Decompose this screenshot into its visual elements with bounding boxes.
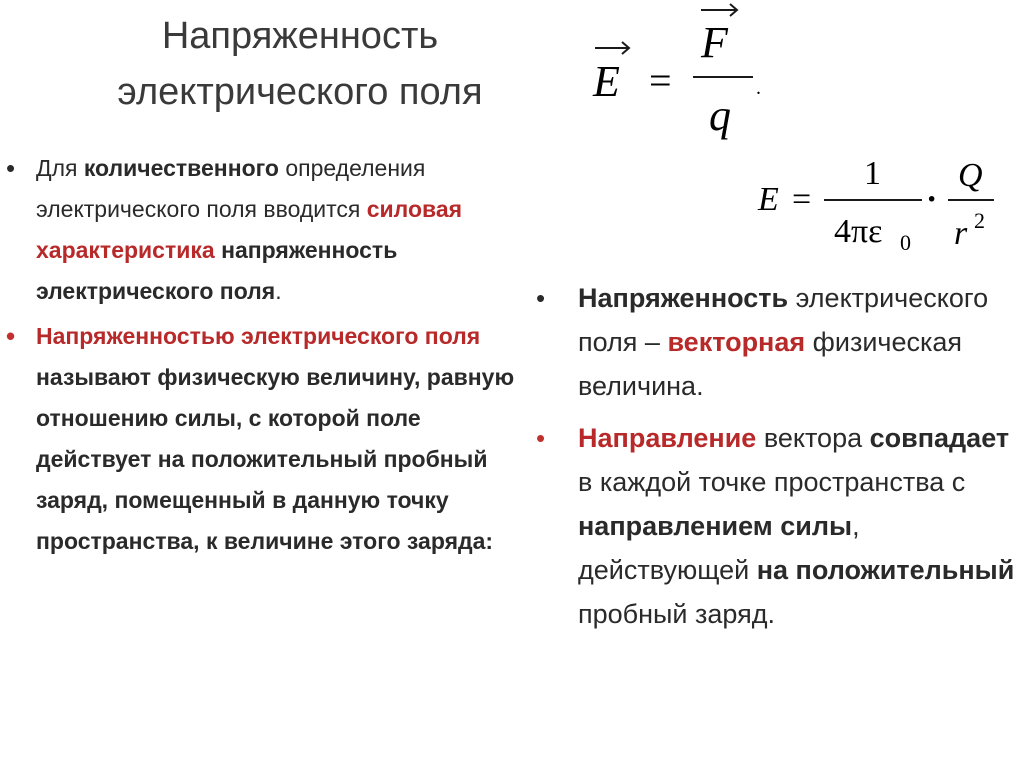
formula2-num1: 1 (864, 155, 881, 192)
text: Для (36, 155, 84, 181)
left-column (6, 148, 536, 566)
formula1-dot: . (756, 77, 761, 99)
bullet-dot: • (536, 283, 546, 313)
text-highlight: силовая характеристика (36, 196, 463, 263)
text: физическая величина. (578, 327, 963, 401)
text: определения электрического поля вводится (36, 155, 426, 222)
formula1-numerator: F (701, 18, 728, 67)
bullet-dot: • (536, 423, 546, 453)
text-highlight: векторная (667, 327, 806, 357)
text: вектора (756, 423, 870, 453)
text-bold: количественного (83, 155, 279, 181)
text: , действующей (578, 511, 860, 585)
right-bullet-direction (536, 416, 1016, 636)
title-line-2: электрического поля (117, 71, 483, 113)
text-highlight: Направление (578, 423, 757, 453)
text-highlight: Напряженностью электрического поля (36, 323, 481, 349)
formula-coulomb-field (752, 148, 1012, 268)
formula2-num2: Q (958, 157, 983, 194)
formula2-den2-sup: 2 (974, 208, 985, 233)
bullet-dot: • (6, 153, 16, 183)
formula2-lhs: E (758, 181, 779, 218)
formula2-mul: · (926, 181, 938, 218)
text-bold: Напряженность (578, 283, 789, 313)
right-column (536, 276, 1016, 644)
text: пробный заряд. (578, 599, 776, 629)
right-bullet-vector (536, 276, 1016, 408)
text-bold: совпадает (869, 423, 1010, 453)
text: . (275, 278, 282, 304)
slide-title (40, 8, 560, 120)
text: в каждой точке пространства с (578, 467, 966, 497)
text-bold: напряженность электрического поля (36, 237, 398, 304)
formula-e-equals-f-over-q (585, 0, 785, 140)
formula1-lhs: E (593, 57, 620, 106)
text-bold: на положительный (756, 555, 1015, 585)
formula1-eq: = (649, 58, 672, 103)
formula1-denominator: q (709, 91, 731, 140)
formula2-den2: r (954, 215, 968, 252)
formula2-den1-sub: 0 (900, 230, 911, 255)
text-bold: направлением силы (578, 511, 853, 541)
left-bullet-definition (6, 316, 536, 562)
formula2-den1: 4πε (834, 213, 883, 250)
left-bullet-definition-intro (6, 148, 536, 312)
text-bold: называют физическую величину, равную отношению силы, с которой поле действует на положительный пробный заряд, помещенный в данную точку пространства, к величине этого заряда: (36, 364, 515, 554)
bullet-dot: • (6, 321, 16, 351)
text: электрического поля – (578, 283, 989, 357)
title-line-1: Напряженность (161, 15, 439, 57)
formula2-eq: = (792, 181, 812, 218)
